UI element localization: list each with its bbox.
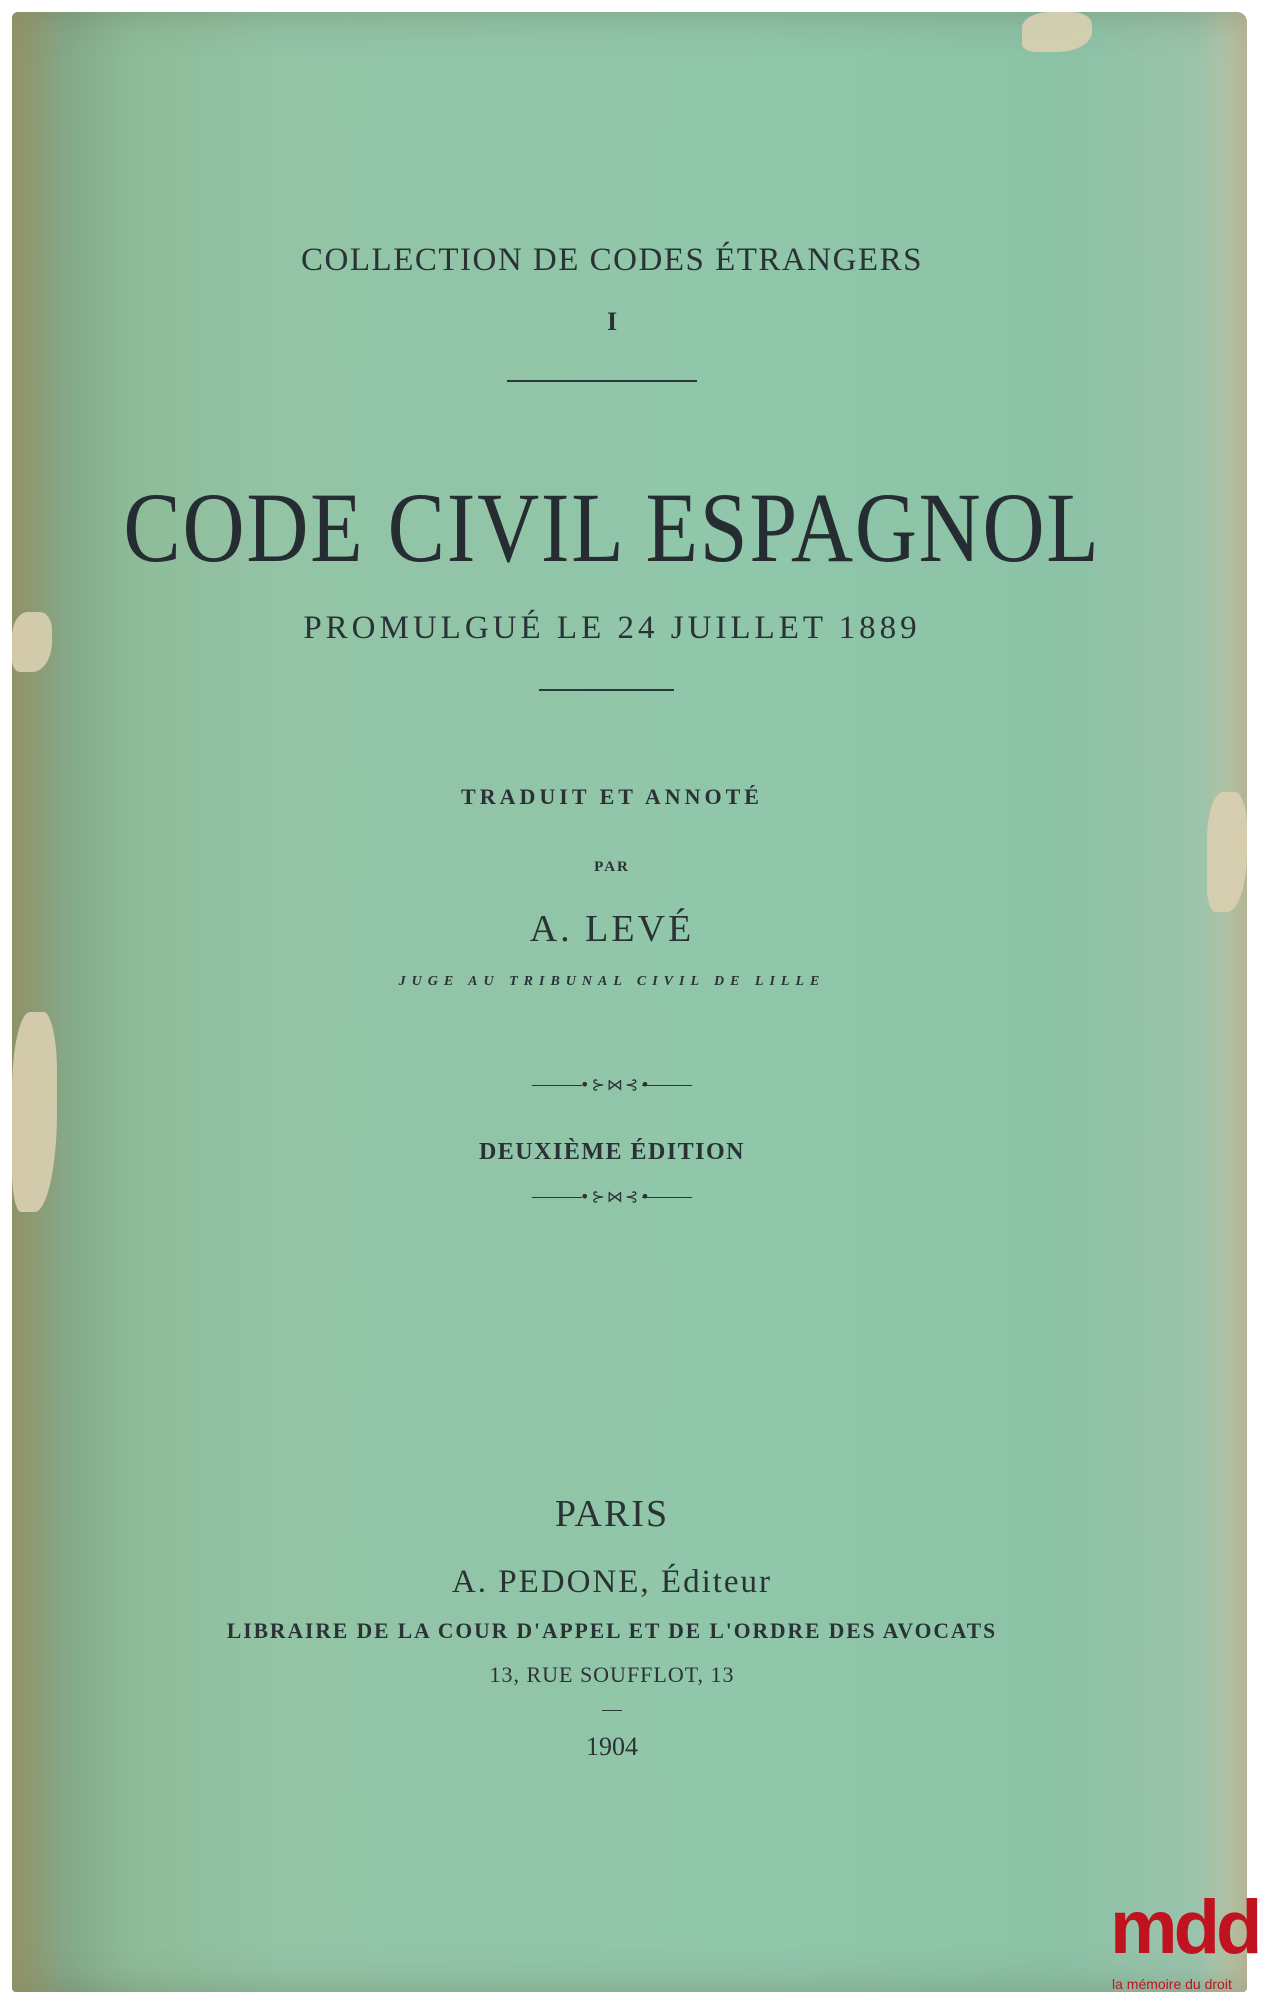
divider-rule-middle	[539, 689, 674, 691]
translated-annotated: TRADUIT ET ANNOTÉ	[461, 784, 763, 809]
cover-tear-left-lower	[12, 1012, 57, 1212]
bookseller-line: LIBRAIRE DE LA COUR D'APPEL ET DE L'ORDRE DES AVOCATS	[226, 1618, 998, 1643]
mdd-logo	[1110, 1885, 1260, 2000]
volume-number: I	[606, 307, 618, 336]
ornament-line-left-1	[532, 1085, 582, 1086]
author-name: A. LEVÉ	[529, 908, 695, 950]
series-title: COLLECTION DE CODES ÉTRANGERS	[301, 242, 923, 278]
logo-tagline: la mémoire du droit	[1112, 1976, 1232, 1992]
ornament-icon: •⊱⋈⊰•	[580, 1187, 652, 1206]
divider-rule-top	[507, 380, 697, 382]
publication-year: 1904	[586, 1732, 638, 1761]
cover-tear-right	[1207, 792, 1247, 912]
publisher-address: 13, RUE SOUFFLOT, 13	[489, 1662, 735, 1687]
author-role: JUGE AU TRIBUNAL CIVIL DE LILLE	[398, 974, 826, 989]
ornament-line-left-2	[532, 1197, 582, 1198]
cover-tear-top-right	[1022, 12, 1092, 52]
book-cover	[12, 12, 1247, 1992]
ornament-line-right-2	[642, 1197, 692, 1198]
ornament-icon: •⊱⋈⊰•	[580, 1075, 652, 1094]
publisher: A. PEDONE, Éditeur	[451, 1564, 773, 1600]
divider-rule-bottom	[602, 1710, 622, 1711]
logo-letters: mdd	[1110, 1885, 1259, 1970]
by-label: PAR	[594, 859, 630, 875]
ornament-line-right-1	[642, 1085, 692, 1086]
publication-city: PARIS	[554, 1493, 670, 1535]
book-subtitle: PROMULGUÉ LE 24 JUILLET 1889	[303, 610, 921, 646]
book-title: CODE CIVIL ESPAGNOL	[123, 472, 1101, 583]
edition: DEUXIÈME ÉDITION	[478, 1139, 746, 1165]
